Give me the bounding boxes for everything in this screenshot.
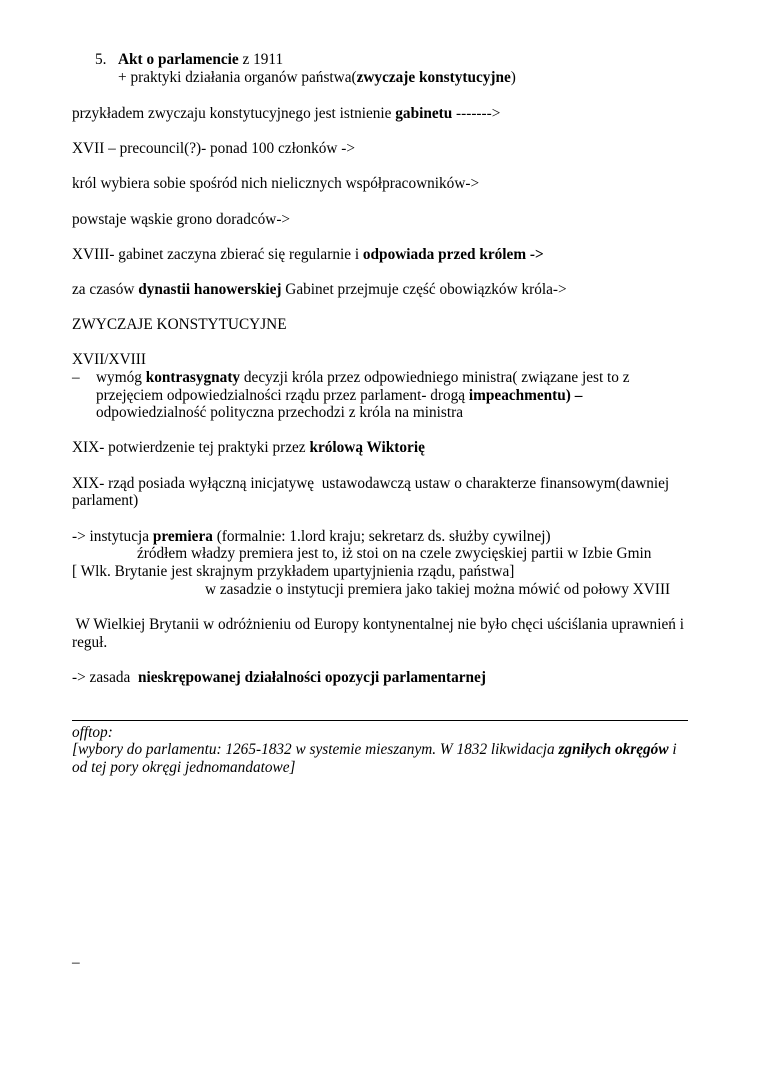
- text: za czasów: [72, 281, 139, 298]
- text: ------->: [452, 105, 501, 122]
- text: + praktyki działania organów państwa(: [118, 69, 357, 86]
- offtop-label: offtop:: [72, 724, 113, 741]
- text: przykładem zwyczaju konstytucyjnego jest istnienie: [72, 105, 396, 122]
- paragraph-hanower: [72, 281, 567, 299]
- paragraph-precouncil: XVII – precouncil(?)- ponad 100 członków ->: [72, 140, 356, 157]
- list-item-title: [118, 51, 283, 69]
- paragraph-europa-line: W Wielkiej Brytanii w odróżnieniu od Europy kontynentalnej nie było chęci uściślania uprawnień i: [72, 616, 684, 633]
- text: Gabinet przejmuje część obowiązków króla->: [281, 281, 567, 298]
- paragraph-inicjatywa-line: XIX- rząd posiada wyłączną inicjatywę ustawodawczą ustaw o charakterze finansowym(dawniej: [72, 475, 670, 492]
- period-label: XVII/XVIII: [72, 351, 146, 368]
- bold-text: królową Wiktorię: [309, 439, 425, 456]
- paragraph-gabinet: [72, 105, 500, 123]
- bold-text: zgniłych okręgów: [558, 741, 669, 758]
- bold-text: Akt o parlamencie: [118, 51, 239, 68]
- paragraph-grono: powstaje wąskie grono doradców->: [72, 211, 291, 228]
- text: przejęciem odpowiedzialności rządu przez parlament- drogą: [96, 387, 469, 404]
- bullet-line: odpowiedzialność polityczna przechodzi z króla na ministra: [96, 404, 463, 421]
- text: wymóg: [96, 369, 146, 386]
- horizontal-rule: [72, 720, 688, 721]
- text: XVIII- gabinet zaczyna zbierać się regularnie i: [72, 246, 363, 263]
- text: ): [510, 69, 516, 86]
- offtop-line: [72, 741, 677, 759]
- text: -> instytucja: [72, 528, 153, 545]
- bold-text: premiera: [152, 528, 213, 545]
- text: -> zasada: [72, 669, 138, 686]
- bold-text: odpowiada przed królem ->: [362, 246, 544, 263]
- bold-text: nieskrępowanej działalności opozycji parlamentarnej: [137, 669, 486, 686]
- section-heading: ZWYCZAJE KONSTYTUCYJNE: [72, 316, 287, 333]
- bold-text: kontrasygnaty: [145, 369, 241, 386]
- paragraph-premier-line: [72, 528, 551, 546]
- paragraph-krol: król wybiera sobie spośród nich nielicznych współpracowników->: [72, 175, 480, 192]
- text: decyzji króla przez odpowiedniego ministra( związane jest to z: [240, 369, 630, 386]
- text: (formalnie: 1.lord kraju; sekretarz ds. służby cywilnej): [212, 528, 551, 545]
- list-number: 5.: [95, 51, 107, 68]
- bullet-line: [96, 387, 582, 405]
- paragraph-inicjatywa-line: parlament): [72, 492, 139, 509]
- text: i: [668, 741, 677, 758]
- paragraph-europa-line: reguł.: [72, 634, 108, 651]
- offtop-line: od tej pory okręgi jednomandatowe]: [72, 759, 296, 776]
- bullet-marker: –: [72, 369, 80, 386]
- bullet-line: [96, 369, 630, 387]
- paragraph-premier-line: w zasadzie o instytucji premiera jako takiej można mówić od połowy XVIII: [205, 581, 671, 598]
- bold-text: gabinetu: [395, 105, 453, 122]
- paragraph-premier-line: [ Wlk. Brytanie jest skrajnym przykładem upartyjnienia rządu, państwa]: [72, 563, 515, 580]
- text: [wybory do parlamentu: 1265-1832 w systemie mieszanym. W 1832 likwidacja: [72, 741, 559, 758]
- paragraph-premier-line: źródłem władzy premiera jest to, iż stoi on na czele zwycięskiej partii w Izbie Gmin: [137, 545, 652, 562]
- text: z 1911: [238, 51, 284, 68]
- bold-text: impeachmentu) –: [468, 387, 583, 404]
- list-item-detail: [118, 69, 516, 87]
- paragraph-zasada: [72, 669, 486, 687]
- footer-dash: –: [72, 954, 80, 971]
- bold-text: zwyczaje konstytucyjne: [356, 69, 511, 86]
- paragraph-xviii: [72, 246, 544, 264]
- paragraph-wiktoria: [72, 439, 425, 457]
- text: XIX- potwierdzenie tej praktyki przez: [72, 439, 310, 456]
- bold-text: dynastii hanowerskiej: [138, 281, 282, 298]
